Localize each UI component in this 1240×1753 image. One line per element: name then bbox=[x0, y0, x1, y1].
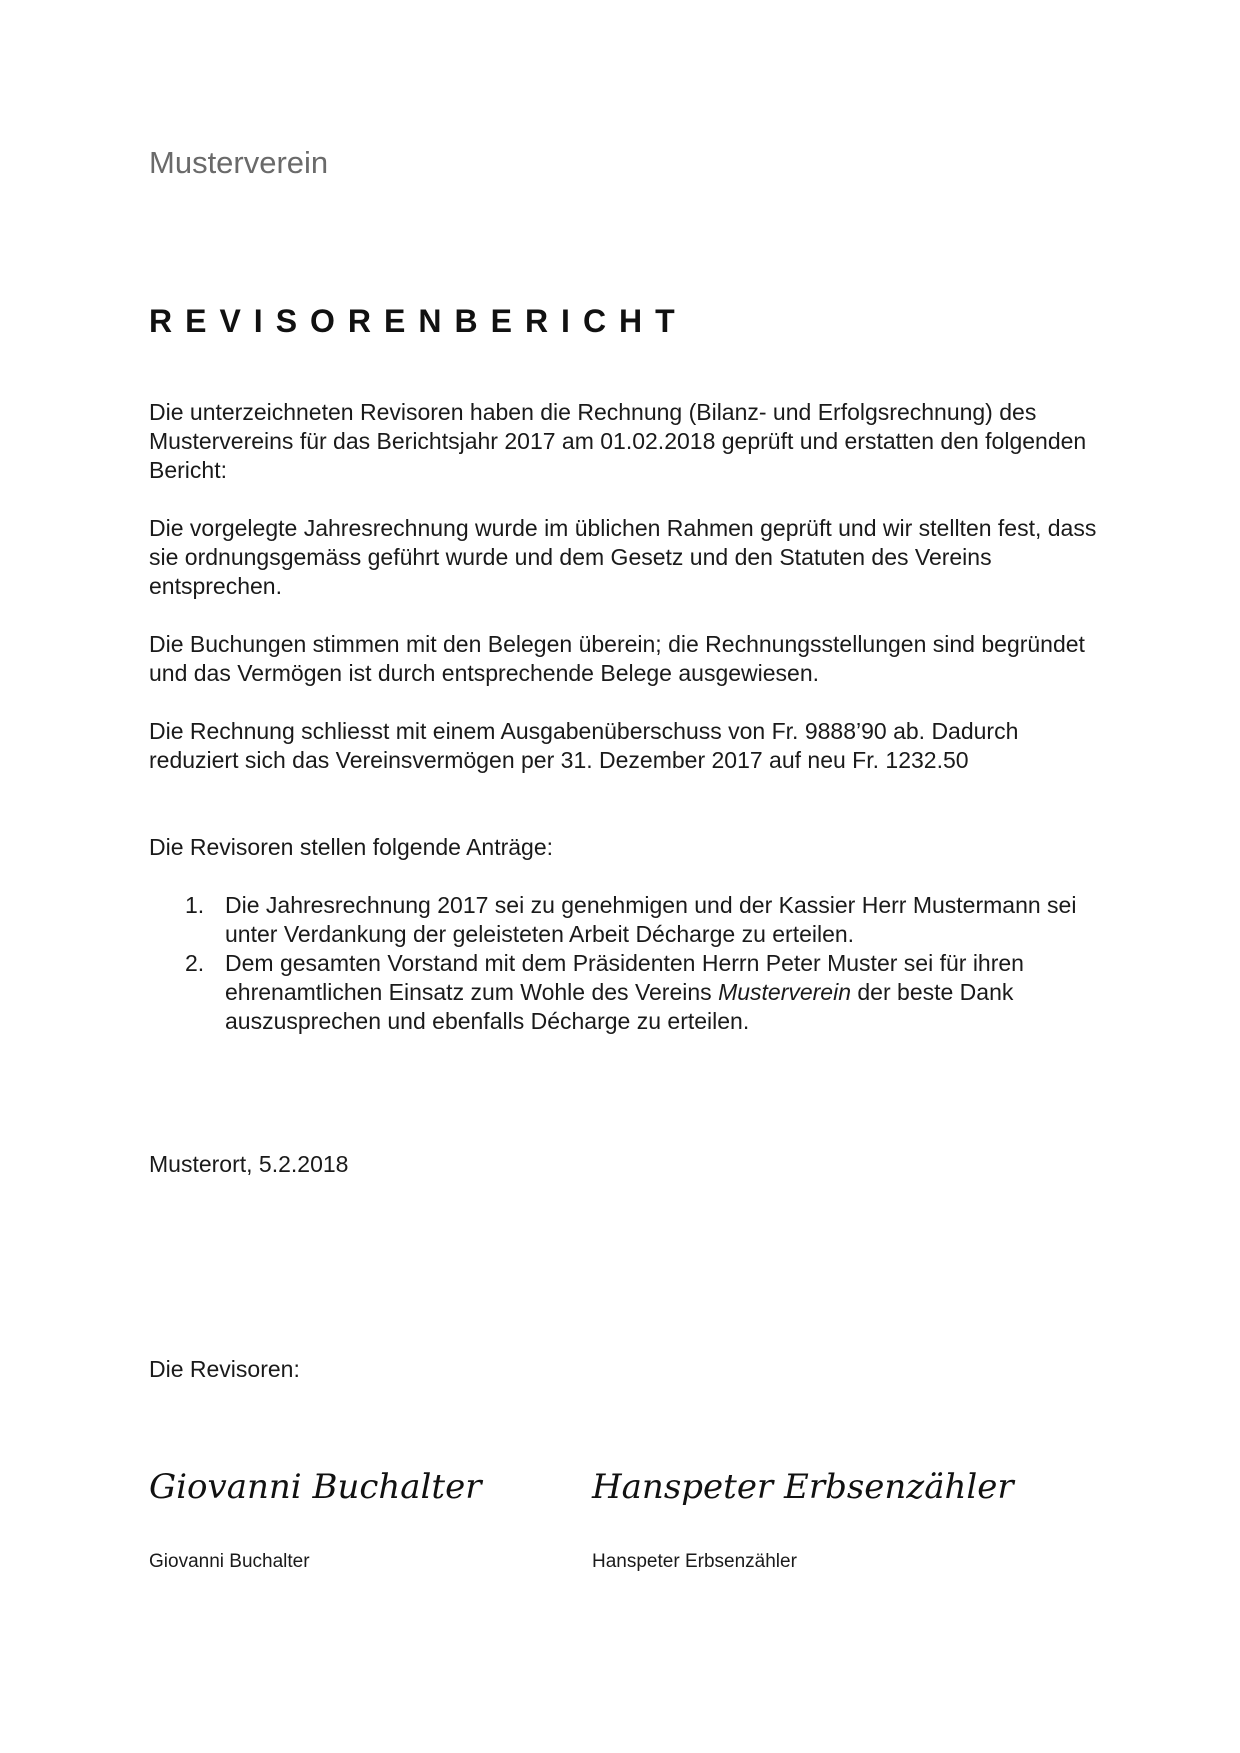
handwritten-signature: Giovanni Buchalter bbox=[149, 1467, 482, 1507]
list-item-number: 2. bbox=[185, 950, 205, 976]
paragraph-review: Die vorgelegte Jahresrechnung wurde im üblichen Rahmen geprüft und wir stellten fest, dass sie ordnungsgemäss geführt wurde und dem Gesetz und den Statuten des Vereins entsprechen. bbox=[149, 515, 1097, 599]
list-item-text-after: der beste Dank auszusprechen und ebenfalls Décharge zu erteilen. bbox=[225, 979, 1014, 1034]
paragraph-motions-intro: Die Revisoren stellen folgende Anträge: bbox=[149, 834, 554, 860]
signatory-name: Giovanni Buchalter bbox=[149, 1551, 310, 1572]
signature-block-left bbox=[149, 1467, 569, 1573]
paragraph-intro: Die unterzeichneten Revisoren haben die Rechnung (Bilanz- und Erfolgsrechnung) des Mustervereins für das Berichtsjahr 2017 am 01.02.2018 geprüft und erstatten den folgenden Bericht: bbox=[149, 399, 1087, 483]
list-item-text-before: Dem gesamten Vorstand mit dem Präsidenten Herrn Peter Muster sei für ihren ehrenamtlichen Einsatz zum Wohle des Vereins bbox=[225, 950, 1024, 1005]
paragraph-bookings: Die Buchungen stimmen mit den Belegen überein; die Rechnungsstellungen sind begründet und das Vermögen ist durch entsprechende Belege ausgewiesen. bbox=[149, 631, 1085, 686]
place-date: Musterort, 5.2.2018 bbox=[149, 1151, 349, 1177]
signatories-label: Die Revisoren: bbox=[149, 1356, 300, 1382]
list-item bbox=[149, 949, 1109, 1036]
signature-block-right bbox=[592, 1467, 1012, 1573]
report-body bbox=[149, 398, 1109, 1036]
paragraph-result: Die Rechnung schliesst mit einem Ausgabenüberschuss von Fr. 9888’90 ab. Dadurch reduziert sich das Vereinsvermögen per 31. Dezember 2017 auf neu Fr. 1232.50 bbox=[149, 718, 1019, 773]
report-title: REVISORENBERICHT bbox=[149, 303, 688, 339]
signatory-name: Hanspeter Erbsenzähler bbox=[592, 1551, 797, 1572]
list-item-text: Die Jahresrechnung 2017 sei zu genehmigen und der Kassier Herr Mustermann sei unter Verdankung der geleisteten Arbeit Décharge zu erteilen. bbox=[225, 892, 1077, 947]
handwritten-signature: Hanspeter Erbsenzähler bbox=[592, 1467, 1014, 1507]
organization-name: Musterverein bbox=[149, 145, 329, 180]
motions-list bbox=[149, 891, 1109, 1036]
list-item-emphasis: Musterverein bbox=[718, 979, 851, 1005]
list-item bbox=[149, 891, 1109, 949]
list-item-number: 1. bbox=[185, 892, 205, 918]
